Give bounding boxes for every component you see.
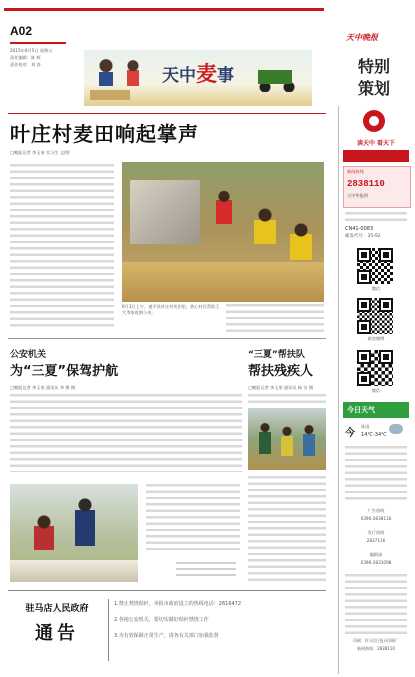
article2-credit: [176, 562, 236, 576]
helper-figure-2: [278, 426, 296, 464]
notice-item-1: 1.禁止焚烧秸秆，举报市政府设立的热线电话：2616472: [114, 601, 242, 607]
column-title-wheat: 麦: [196, 61, 217, 86]
section-divider: [8, 338, 326, 339]
qr-code-2: [357, 298, 393, 334]
article3-photo: [248, 408, 326, 470]
article2-photo: [10, 484, 138, 582]
right-sidebar: [338, 106, 413, 674]
article3-byline: □晚报记者 李玉奎 通讯员 杨 洁 摄: [248, 385, 314, 390]
qr-label-2: 新浪微博: [367, 336, 385, 341]
sidebar-logo-icon: [363, 110, 385, 132]
weather-icon: [389, 424, 403, 434]
grain-pile: [122, 262, 324, 302]
hotline-box: [343, 166, 411, 208]
brand-corner: [340, 32, 410, 104]
lead-body-col2: [226, 304, 324, 332]
footer-line-7: 印刷：驻马店日报社印刷厂: [353, 638, 399, 643]
page-code: A02: [10, 24, 33, 38]
article2-kicker: 公安机关: [10, 350, 47, 360]
qr-label-3: 微信: [371, 388, 381, 393]
designer-line: 责任校对：刘 涛: [10, 62, 41, 67]
column-banner: [84, 50, 312, 106]
helper-figure-1: [256, 422, 274, 462]
notice-item-2: 2.各地公安机关，要切实做好秸秆禁烧工作: [114, 617, 209, 623]
footer-line-1: 广告热线: [367, 508, 385, 513]
article2-body: [10, 394, 242, 472]
sidebar-issn: CN41-0083: [345, 226, 374, 232]
lead-photo-caption: 6月3日上午，遂平县叶庄村麦田里，热心村民帮助王大爷家收割小麦。: [122, 304, 220, 315]
page-code-underline: [10, 42, 66, 44]
weather-badge: 今日天气: [347, 406, 375, 414]
editor-line: 责任编辑：陈 辉: [10, 55, 41, 60]
footer-line-6: 0396-2831098: [360, 560, 392, 565]
ad-tag: 大中华报到: [347, 193, 368, 198]
footer-line-8: 新闻热线：2838110: [357, 646, 395, 651]
date-line: 2015年6月5日 星期五: [10, 48, 53, 53]
weather-banner: [343, 402, 409, 418]
sidebar-promo: 读天中 看天下: [356, 140, 396, 147]
harvester-illustration: [252, 62, 304, 92]
masthead-bottom-rule: [8, 113, 326, 114]
hotline-number: 2838110: [347, 179, 385, 189]
brand-script: 天中晚报: [346, 32, 378, 42]
sidebar-promo-banner: [343, 150, 409, 162]
notice-vertical-rule: [108, 599, 109, 661]
weather-desc: 阵雨: [361, 424, 370, 429]
footer-line-4: 2837116: [366, 538, 386, 543]
harvest-machine-shape: [130, 180, 200, 244]
qr-code-1: [357, 248, 393, 284]
notice-title: 通告: [35, 623, 79, 644]
special-1: 特别: [358, 57, 391, 76]
special-2: 策划: [358, 79, 391, 98]
lead-photo: [122, 162, 324, 302]
sidebar-footer-lines: [345, 574, 407, 634]
page-masthead: [0, 0, 340, 120]
weather-day: 今: [345, 428, 355, 439]
footer-line-3: 发行热线: [367, 530, 385, 535]
helper-figure-3: [300, 424, 318, 464]
article2-side-body: [146, 484, 240, 550]
notice-item-3: 3.为有效保障正常生产，请各有关部门加强监督: [114, 633, 219, 639]
article3-body-top: [248, 394, 326, 406]
sidebar-postal: 邮发代号：35-92: [345, 234, 381, 239]
article2-headline: 为“三夏”保驾护航: [10, 364, 119, 379]
lead-headline: 叶庄村麦田响起掌声: [10, 122, 199, 146]
article3-headline: 帮扶残疾人: [248, 364, 314, 379]
qr-code-3: [357, 350, 393, 386]
notice-box: [8, 590, 326, 675]
column-title: [162, 58, 234, 88]
sidebar-weather-lines: [345, 446, 407, 502]
lead-body-col1: [10, 164, 114, 329]
article2-byline: □晚报记者 李玉奎 通讯员 李 赛 摄: [10, 385, 76, 390]
weather-temp: 14℃-34℃: [361, 432, 387, 438]
worker-figure-2: [250, 208, 280, 252]
column-title-part3: 事: [217, 66, 234, 86]
sidebar-info-lines: [345, 212, 407, 224]
footer-line-2: 0396-2838116: [360, 516, 392, 521]
lead-byline: □晚报记者 李玉奎 实习生 文/图: [10, 150, 70, 155]
qr-label-1: 微信: [371, 286, 381, 291]
footer-line-5: 编辑部: [369, 552, 383, 557]
worker-figure-1: [212, 190, 236, 230]
grain-sacks: [10, 560, 138, 582]
notice-org: 驻马店人民政府: [25, 604, 89, 614]
villager-shape: [30, 514, 58, 564]
hotline-label: 新闻热线: [347, 169, 364, 174]
column-title-part1: 天中: [162, 66, 196, 86]
article3-kicker: “三夏”帮扶队: [248, 350, 305, 360]
farmer-2-illustration: [120, 56, 146, 100]
article3-body: [248, 476, 326, 582]
top-red-rule: [4, 8, 324, 11]
police-officer-shape: [72, 498, 98, 556]
